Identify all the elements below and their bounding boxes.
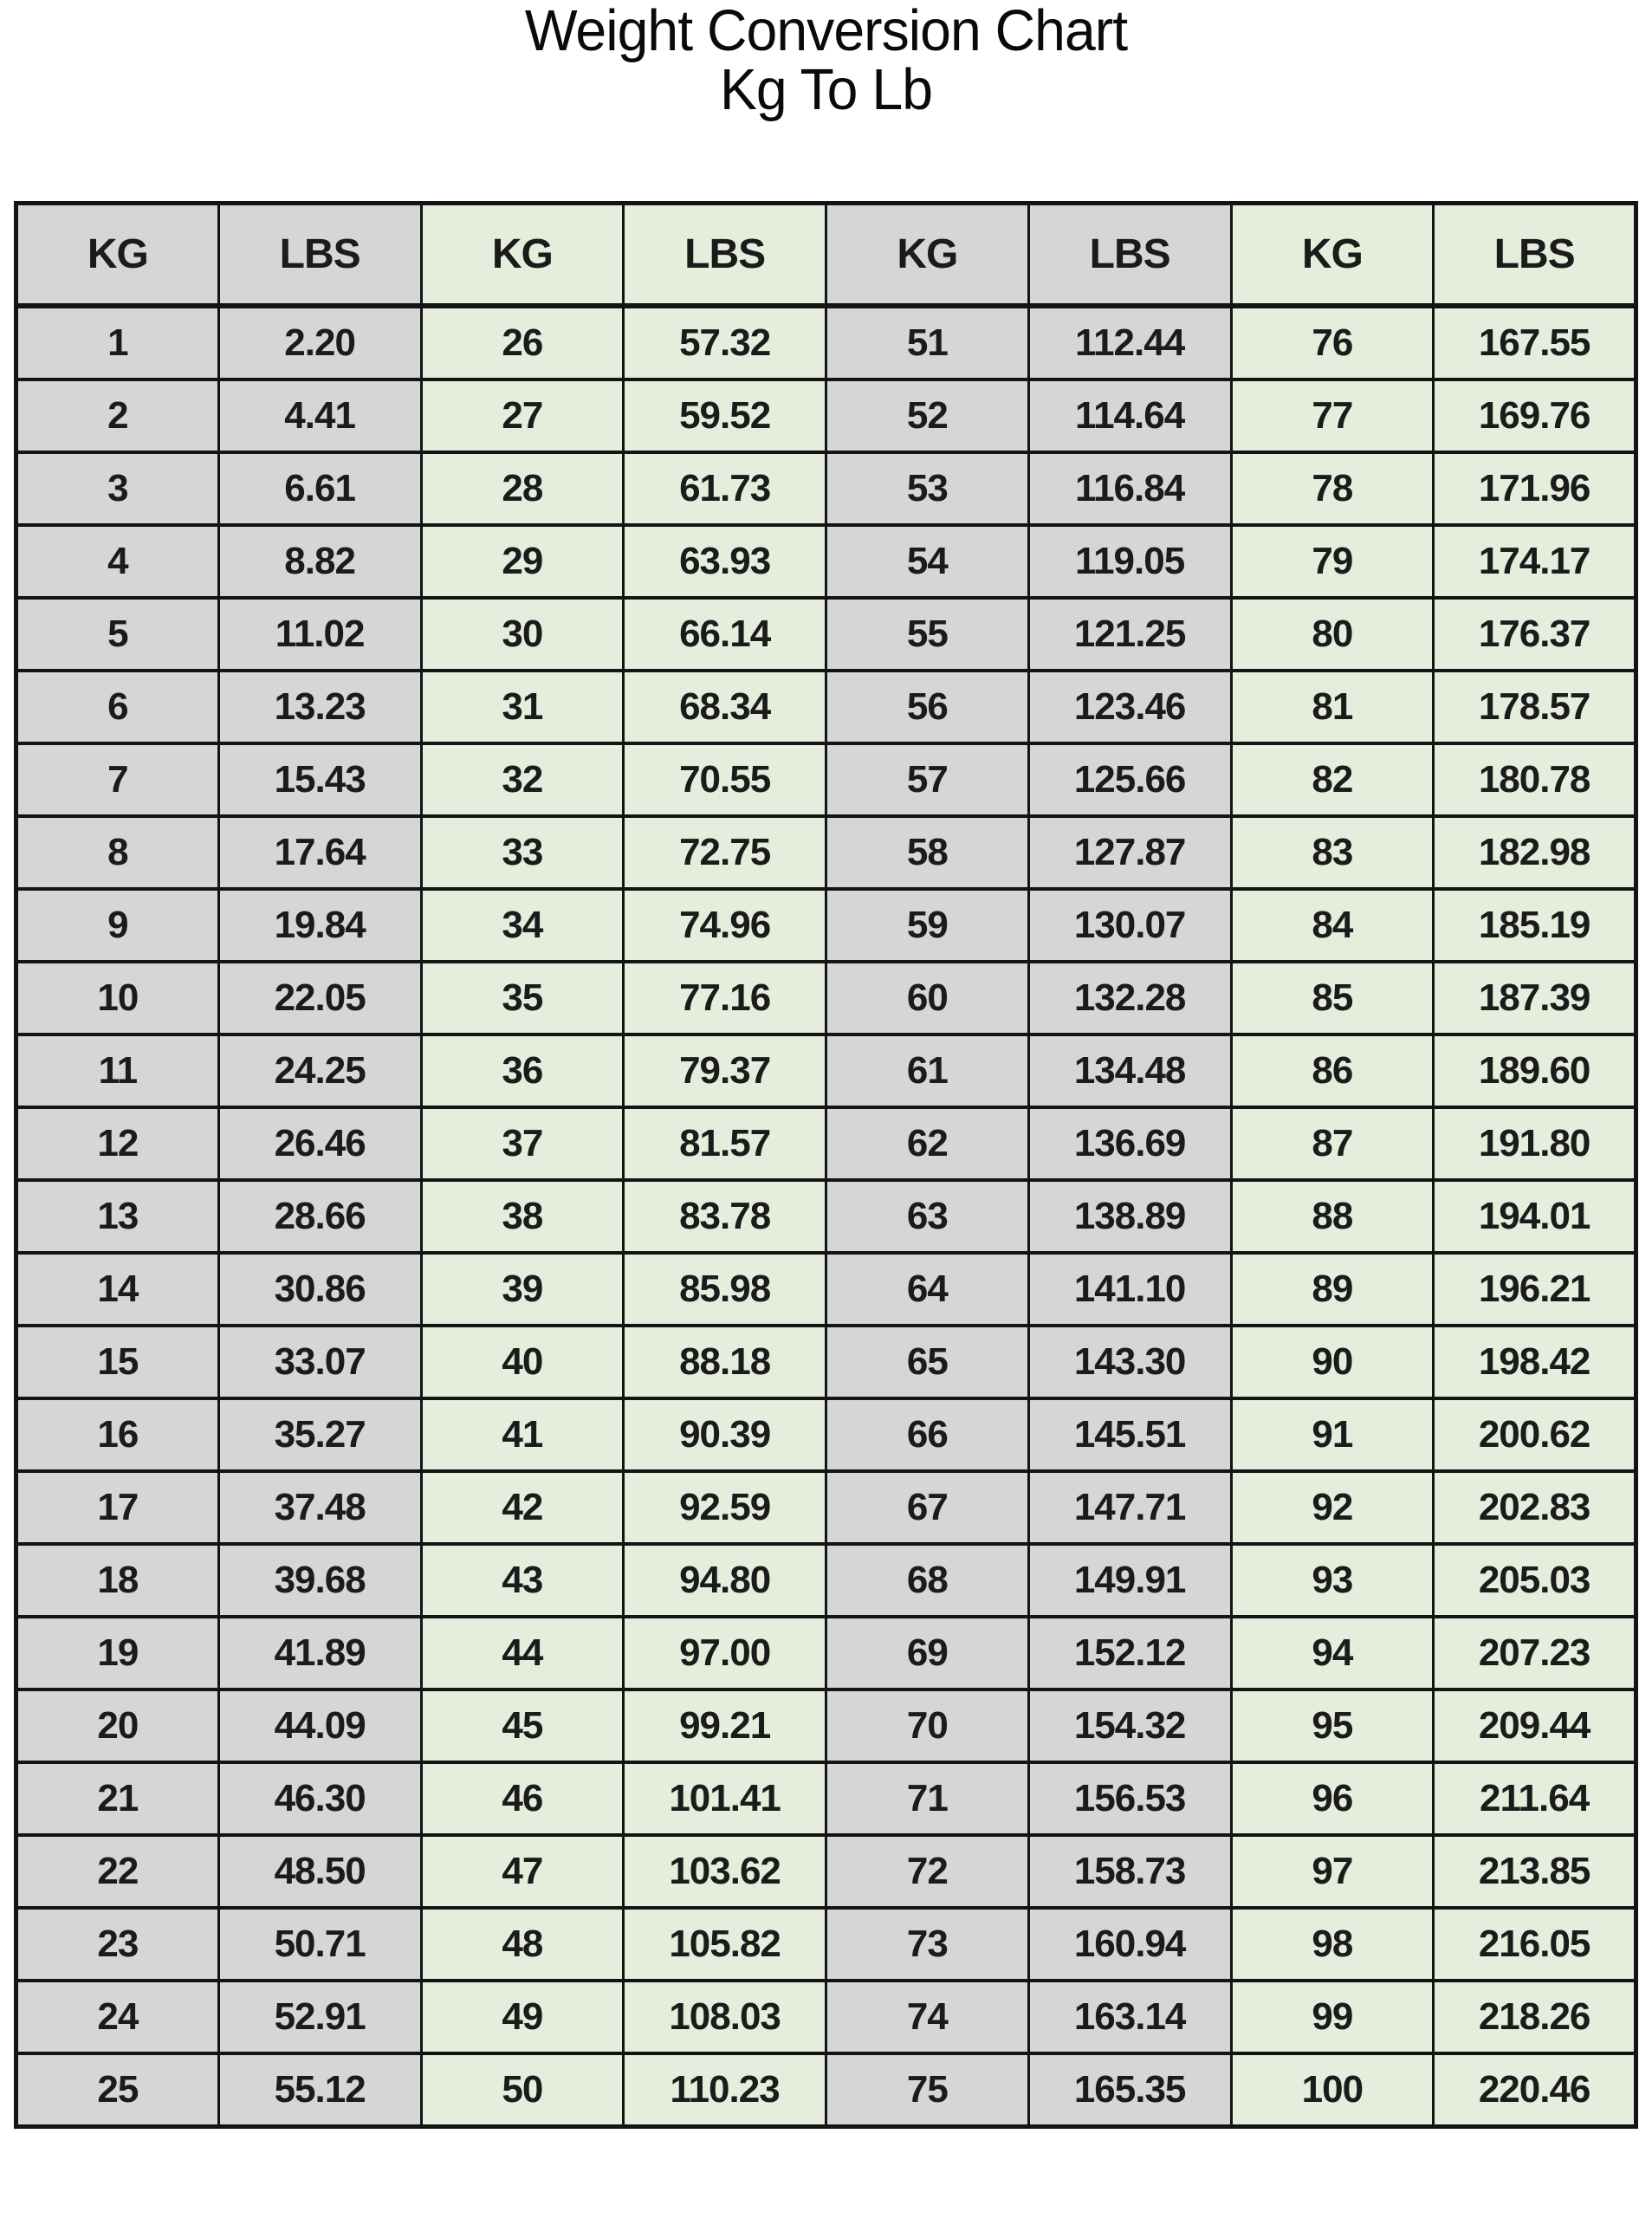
table-row [16,379,1636,452]
lbs-cell: 158.73 [1028,1835,1231,1908]
lbs-cell: 66.14 [624,598,826,671]
kg-cell: 88 [1231,1180,1434,1253]
lbs-cell: 182.98 [1434,816,1636,889]
kg-cell: 91 [1231,1398,1434,1471]
lbs-cell: 41.89 [218,1617,421,1689]
kg-cell: 68 [826,1544,1029,1617]
kg-cell: 76 [1231,306,1434,379]
table-row [16,671,1636,743]
lbs-cell: 145.51 [1028,1398,1231,1471]
lbs-cell: 180.78 [1434,743,1636,816]
lbs-cell: 209.44 [1434,1689,1636,1762]
lbs-cell: 138.89 [1028,1180,1231,1253]
table-row [16,1107,1636,1180]
lbs-cell: 22.05 [218,962,421,1034]
lbs-cell: 149.91 [1028,1544,1231,1617]
lbs-cell: 189.60 [1434,1034,1636,1107]
kg-cell: 69 [826,1617,1029,1689]
lbs-cell: 52.91 [218,1981,421,2053]
kg-cell: 48 [421,1908,624,1981]
lbs-cell: 8.82 [218,525,421,598]
kg-cell: 46 [421,1762,624,1835]
kg-cell: 40 [421,1326,624,1398]
column-header-kg-1: KG [16,204,219,307]
kg-cell: 44 [421,1617,624,1689]
kg-cell: 27 [421,379,624,452]
kg-cell: 17 [16,1471,219,1544]
lbs-cell: 154.32 [1028,1689,1231,1762]
kg-cell: 66 [826,1398,1029,1471]
kg-cell: 85 [1231,962,1434,1034]
kg-cell: 54 [826,525,1029,598]
kg-cell: 38 [421,1180,624,1253]
kg-cell: 100 [1231,2053,1434,2127]
kg-cell: 16 [16,1398,219,1471]
kg-cell: 23 [16,1908,219,1981]
lbs-cell: 110.23 [624,2053,826,2127]
table-row [16,306,1636,379]
kg-cell: 50 [421,2053,624,2127]
kg-cell: 75 [826,2053,1029,2127]
kg-cell: 29 [421,525,624,598]
column-header-kg-3: KG [826,204,1029,307]
lbs-cell: 198.42 [1434,1326,1636,1398]
table-row [16,1180,1636,1253]
conversion-table-body [16,306,1636,2127]
lbs-cell: 152.12 [1028,1617,1231,1689]
kg-cell: 9 [16,889,219,962]
kg-cell: 96 [1231,1762,1434,1835]
kg-cell: 99 [1231,1981,1434,2053]
kg-cell: 84 [1231,889,1434,962]
table-row [16,1689,1636,1762]
kg-cell: 82 [1231,743,1434,816]
lbs-cell: 127.87 [1028,816,1231,889]
kg-cell: 20 [16,1689,219,1762]
kg-cell: 87 [1231,1107,1434,1180]
kg-cell: 8 [16,816,219,889]
lbs-cell: 207.23 [1434,1617,1636,1689]
kg-cell: 49 [421,1981,624,2053]
lbs-cell: 24.25 [218,1034,421,1107]
column-header-kg-2: KG [421,204,624,307]
lbs-cell: 220.46 [1434,2053,1636,2127]
lbs-cell: 187.39 [1434,962,1636,1034]
lbs-cell: 119.05 [1028,525,1231,598]
lbs-cell: 68.34 [624,671,826,743]
kg-cell: 36 [421,1034,624,1107]
kg-cell: 81 [1231,671,1434,743]
lbs-cell: 74.96 [624,889,826,962]
column-header-lbs-2: LBS [624,204,826,307]
lbs-cell: 26.46 [218,1107,421,1180]
kg-cell: 7 [16,743,219,816]
lbs-cell: 33.07 [218,1326,421,1398]
kg-cell: 62 [826,1107,1029,1180]
lbs-cell: 19.84 [218,889,421,962]
kg-cell: 97 [1231,1835,1434,1908]
lbs-cell: 81.57 [624,1107,826,1180]
kg-cell: 33 [421,816,624,889]
header-row [16,204,1636,307]
kg-cell: 1 [16,306,219,379]
kg-cell: 35 [421,962,624,1034]
lbs-cell: 147.71 [1028,1471,1231,1544]
kg-cell: 51 [826,306,1029,379]
lbs-cell: 191.80 [1434,1107,1636,1180]
lbs-cell: 13.23 [218,671,421,743]
kg-cell: 18 [16,1544,219,1617]
lbs-cell: 61.73 [624,452,826,525]
lbs-cell: 72.75 [624,816,826,889]
table-row [16,1034,1636,1107]
kg-cell: 28 [421,452,624,525]
kg-cell: 86 [1231,1034,1434,1107]
kg-cell: 89 [1231,1253,1434,1326]
lbs-cell: 2.20 [218,306,421,379]
kg-cell: 31 [421,671,624,743]
kg-cell: 57 [826,743,1029,816]
table-row [16,525,1636,598]
lbs-cell: 185.19 [1434,889,1636,962]
lbs-cell: 130.07 [1028,889,1231,962]
lbs-cell: 6.61 [218,452,421,525]
kg-cell: 56 [826,671,1029,743]
kg-cell: 15 [16,1326,219,1398]
lbs-cell: 165.35 [1028,2053,1231,2127]
kg-cell: 22 [16,1835,219,1908]
kg-cell: 3 [16,452,219,525]
table-row [16,1908,1636,1981]
kg-cell: 98 [1231,1908,1434,1981]
lbs-cell: 174.17 [1434,525,1636,598]
lbs-cell: 143.30 [1028,1326,1231,1398]
table-row [16,1253,1636,1326]
lbs-cell: 92.59 [624,1471,826,1544]
kg-cell: 25 [16,2053,219,2127]
lbs-cell: 63.93 [624,525,826,598]
kg-cell: 74 [826,1981,1029,2053]
lbs-cell: 85.98 [624,1253,826,1326]
kg-cell: 58 [826,816,1029,889]
kg-cell: 55 [826,598,1029,671]
kg-cell: 30 [421,598,624,671]
lbs-cell: 141.10 [1028,1253,1231,1326]
lbs-cell: 77.16 [624,962,826,1034]
table-row [16,598,1636,671]
lbs-cell: 176.37 [1434,598,1636,671]
page-title [0,0,1652,123]
kg-cell: 11 [16,1034,219,1107]
column-header-lbs-4: LBS [1434,204,1636,307]
table-row [16,1981,1636,2053]
kg-cell: 39 [421,1253,624,1326]
kg-cell: 41 [421,1398,624,1471]
lbs-cell: 4.41 [218,379,421,452]
table-row [16,962,1636,1034]
lbs-cell: 156.53 [1028,1762,1231,1835]
lbs-cell: 178.57 [1434,671,1636,743]
lbs-cell: 121.25 [1028,598,1231,671]
lbs-cell: 48.50 [218,1835,421,1908]
lbs-cell: 160.94 [1028,1908,1231,1981]
lbs-cell: 125.66 [1028,743,1231,816]
kg-cell: 95 [1231,1689,1434,1762]
kg-cell: 14 [16,1253,219,1326]
table-row [16,889,1636,962]
conversion-table-head [16,204,1636,307]
table-row [16,1835,1636,1908]
conversion-table [14,201,1638,2129]
kg-cell: 71 [826,1762,1029,1835]
lbs-cell: 134.48 [1028,1034,1231,1107]
lbs-cell: 196.21 [1434,1253,1636,1326]
lbs-cell: 97.00 [624,1617,826,1689]
lbs-cell: 101.41 [624,1762,826,1835]
kg-cell: 52 [826,379,1029,452]
lbs-cell: 15.43 [218,743,421,816]
kg-cell: 26 [421,306,624,379]
lbs-cell: 205.03 [1434,1544,1636,1617]
lbs-cell: 37.48 [218,1471,421,1544]
lbs-cell: 123.46 [1028,671,1231,743]
table-row [16,1544,1636,1617]
lbs-cell: 216.05 [1434,1908,1636,1981]
table-row [16,1398,1636,1471]
kg-cell: 6 [16,671,219,743]
kg-cell: 63 [826,1180,1029,1253]
kg-cell: 24 [16,1981,219,2053]
lbs-cell: 202.83 [1434,1471,1636,1544]
kg-cell: 79 [1231,525,1434,598]
table-row [16,1617,1636,1689]
lbs-cell: 218.26 [1434,1981,1636,2053]
kg-cell: 4 [16,525,219,598]
lbs-cell: 35.27 [218,1398,421,1471]
lbs-cell: 99.21 [624,1689,826,1762]
kg-cell: 59 [826,889,1029,962]
kg-cell: 34 [421,889,624,962]
lbs-cell: 50.71 [218,1908,421,1981]
lbs-cell: 169.76 [1434,379,1636,452]
kg-cell: 2 [16,379,219,452]
kg-cell: 65 [826,1326,1029,1398]
lbs-cell: 200.62 [1434,1398,1636,1471]
kg-cell: 37 [421,1107,624,1180]
lbs-cell: 59.52 [624,379,826,452]
kg-cell: 72 [826,1835,1029,1908]
kg-cell: 61 [826,1034,1029,1107]
kg-cell: 77 [1231,379,1434,452]
column-header-lbs-3: LBS [1028,204,1231,307]
lbs-cell: 94.80 [624,1544,826,1617]
table-row [16,1471,1636,1544]
kg-cell: 47 [421,1835,624,1908]
kg-cell: 67 [826,1471,1029,1544]
kg-cell: 60 [826,962,1029,1034]
lbs-cell: 136.69 [1028,1107,1231,1180]
lbs-cell: 194.01 [1434,1180,1636,1253]
kg-cell: 12 [16,1107,219,1180]
lbs-cell: 112.44 [1028,306,1231,379]
lbs-cell: 103.62 [624,1835,826,1908]
kg-cell: 21 [16,1762,219,1835]
lbs-cell: 39.68 [218,1544,421,1617]
lbs-cell: 163.14 [1028,1981,1231,2053]
lbs-cell: 46.30 [218,1762,421,1835]
kg-cell: 42 [421,1471,624,1544]
lbs-cell: 30.86 [218,1253,421,1326]
table-row [16,452,1636,525]
lbs-cell: 213.85 [1434,1835,1636,1908]
table-row [16,1762,1636,1835]
kg-cell: 64 [826,1253,1029,1326]
lbs-cell: 108.03 [624,1981,826,2053]
page-title-line1: Weight Conversion Chart [524,0,1128,63]
kg-cell: 78 [1231,452,1434,525]
lbs-cell: 132.28 [1028,962,1231,1034]
kg-cell: 93 [1231,1544,1434,1617]
kg-cell: 43 [421,1544,624,1617]
lbs-cell: 70.55 [624,743,826,816]
lbs-cell: 105.82 [624,1908,826,1981]
lbs-cell: 171.96 [1434,452,1636,525]
kg-cell: 83 [1231,816,1434,889]
lbs-cell: 55.12 [218,2053,421,2127]
table-row [16,743,1636,816]
kg-cell: 13 [16,1180,219,1253]
lbs-cell: 83.78 [624,1180,826,1253]
kg-cell: 90 [1231,1326,1434,1398]
lbs-cell: 114.64 [1028,379,1231,452]
table-row [16,2053,1636,2127]
lbs-cell: 57.32 [624,306,826,379]
lbs-cell: 44.09 [218,1689,421,1762]
lbs-cell: 90.39 [624,1398,826,1471]
kg-cell: 94 [1231,1617,1434,1689]
kg-cell: 70 [826,1689,1029,1762]
lbs-cell: 28.66 [218,1180,421,1253]
kg-cell: 5 [16,598,219,671]
column-header-kg-4: KG [1231,204,1434,307]
kg-cell: 19 [16,1617,219,1689]
lbs-cell: 116.84 [1028,452,1231,525]
table-row [16,816,1636,889]
lbs-cell: 88.18 [624,1326,826,1398]
table-row [16,1326,1636,1398]
lbs-cell: 11.02 [218,598,421,671]
kg-cell: 53 [826,452,1029,525]
kg-cell: 73 [826,1908,1029,1981]
lbs-cell: 167.55 [1434,306,1636,379]
lbs-cell: 79.37 [624,1034,826,1107]
lbs-cell: 17.64 [218,816,421,889]
kg-cell: 80 [1231,598,1434,671]
column-header-lbs-1: LBS [218,204,421,307]
lbs-cell: 211.64 [1434,1762,1636,1835]
kg-cell: 32 [421,743,624,816]
kg-cell: 92 [1231,1471,1434,1544]
kg-cell: 45 [421,1689,624,1762]
kg-cell: 10 [16,962,219,1034]
page-title-line2: Kg To Lb [719,57,933,123]
